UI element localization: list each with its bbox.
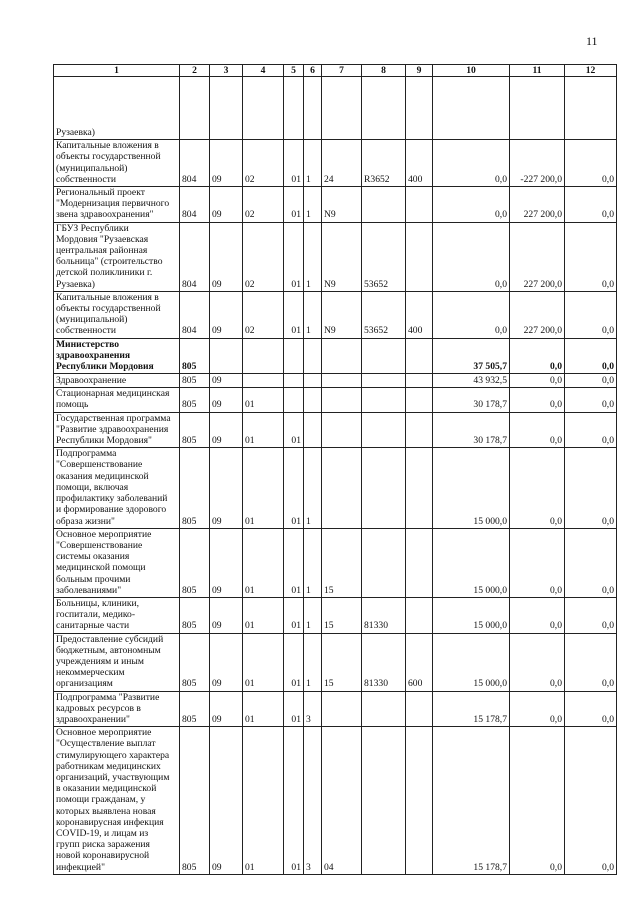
cell-col-10: 0,0 xyxy=(433,140,510,187)
cell-col-7: 15 xyxy=(322,633,362,691)
row-name-line: детской поликлиники г. xyxy=(56,267,153,279)
cell-col-5: 01 xyxy=(284,633,304,691)
cell-col-2: 805 xyxy=(180,727,210,875)
row-name xyxy=(54,727,180,875)
cell-col-12: 0,0 xyxy=(565,633,617,691)
cell-col-7: 04 xyxy=(322,727,362,875)
cell-col-6 xyxy=(304,388,322,412)
row-name xyxy=(54,374,180,388)
row-name xyxy=(54,388,180,412)
cell-col-12: 0,0 xyxy=(565,338,617,374)
cell-col-4: 02 xyxy=(243,291,284,338)
cell-col-3: 09 xyxy=(210,727,243,875)
cell-col-9 xyxy=(406,727,433,875)
cell-col-2: 805 xyxy=(180,448,210,528)
cell-col-7 xyxy=(322,374,362,388)
row-name-line: профилактику заболеваний xyxy=(56,493,168,505)
row-name-line: помощи гражданам, у xyxy=(56,794,146,806)
cell-col-4 xyxy=(243,374,284,388)
cell-col-10: 15 000,0 xyxy=(433,528,510,597)
cell-col-8 xyxy=(362,374,406,388)
cell-col-2 xyxy=(180,77,210,140)
cell-col-7 xyxy=(322,412,362,448)
table-row xyxy=(54,187,617,223)
row-name-line: некоммерческим xyxy=(56,667,125,679)
cell-col-3 xyxy=(210,338,243,374)
cell-col-9 xyxy=(406,374,433,388)
cell-col-3: 09 xyxy=(210,291,243,338)
cell-col-7 xyxy=(322,691,362,727)
cell-col-10: 15 000,0 xyxy=(433,633,510,691)
row-name-line: "Осуществление выплат xyxy=(56,738,156,750)
table-row xyxy=(54,140,617,187)
cell-col-3: 09 xyxy=(210,222,243,291)
row-name-line: Основное мероприятие xyxy=(56,528,152,540)
cell-col-3: 09 xyxy=(210,140,243,187)
table-row xyxy=(54,633,617,691)
cell-col-7: 15 xyxy=(322,528,362,597)
cell-col-2: 805 xyxy=(180,412,210,448)
cell-col-3: 09 xyxy=(210,633,243,691)
row-name-line: COVID-19, и лицам из xyxy=(56,827,149,839)
column-header-12: 12 xyxy=(565,65,617,77)
cell-col-3: 09 xyxy=(210,691,243,727)
cell-col-5: 01 xyxy=(284,140,304,187)
cell-col-8 xyxy=(362,77,406,140)
cell-col-4: 01 xyxy=(243,727,284,875)
row-name xyxy=(54,187,180,223)
cell-col-3: 09 xyxy=(210,388,243,412)
row-name-line: Предоставление субсидий xyxy=(56,633,164,645)
row-name-line: образа жизни" xyxy=(56,515,115,527)
table-row xyxy=(54,338,617,374)
cell-col-5 xyxy=(284,374,304,388)
row-name-line: бюджетным, автономным xyxy=(56,644,161,656)
row-name-line: коронавирусная инфекция xyxy=(56,816,164,828)
row-name xyxy=(54,338,180,374)
cell-col-7 xyxy=(322,338,362,374)
row-name-line: стимулирующего характера xyxy=(56,749,170,761)
row-name-line: Республики Мордовия xyxy=(56,361,154,373)
cell-col-11: 227 200,0 xyxy=(510,291,565,338)
cell-col-6: 1 xyxy=(304,448,322,528)
row-name-line: Стационарная медицинская xyxy=(56,388,170,400)
cell-col-8 xyxy=(362,388,406,412)
cell-col-6 xyxy=(304,338,322,374)
cell-col-11: 0,0 xyxy=(510,633,565,691)
row-name-line: здравоохранения xyxy=(56,349,131,361)
row-name xyxy=(54,412,180,448)
row-name-line: ГБУЗ Республики xyxy=(56,222,129,234)
cell-col-12: 0,0 xyxy=(565,691,617,727)
table-row xyxy=(54,388,617,412)
cell-col-10: 0,0 xyxy=(433,187,510,223)
row-name-line: Мордовия "Рузаевская xyxy=(56,233,149,245)
row-name-line: Подпрограмма xyxy=(56,448,117,460)
cell-col-4: 01 xyxy=(243,633,284,691)
row-name-line: системы оказания xyxy=(56,551,130,563)
cell-col-5: 01 xyxy=(284,727,304,875)
row-name-line: оказания медицинской xyxy=(56,470,149,482)
row-name-line: Республики Мордовия" xyxy=(56,435,152,447)
cell-col-4 xyxy=(243,77,284,140)
cell-col-10: 43 932,5 xyxy=(433,374,510,388)
cell-col-11: 227 200,0 xyxy=(510,222,565,291)
cell-col-12: 0,0 xyxy=(565,187,617,223)
cell-col-12: 0,0 xyxy=(565,727,617,875)
row-name-line: групп риска заражения xyxy=(56,839,150,851)
column-header-2: 2 xyxy=(180,65,210,77)
cell-col-2: 805 xyxy=(180,597,210,633)
row-name-line: работникам медицинских xyxy=(56,760,161,772)
cell-col-7: 15 xyxy=(322,597,362,633)
row-name xyxy=(54,140,180,187)
row-name-line: кадровых ресурсов в xyxy=(56,702,141,714)
cell-col-12: 0,0 xyxy=(565,374,617,388)
cell-col-6: 3 xyxy=(304,691,322,727)
cell-col-9: 600 xyxy=(406,633,433,691)
row-name-line: объекты государственной xyxy=(56,151,161,163)
row-name-line: заболеваниями" xyxy=(56,584,122,596)
row-name xyxy=(54,691,180,727)
row-name-line: Региональный проект xyxy=(56,187,145,199)
column-header-10: 10 xyxy=(433,65,510,77)
cell-col-5 xyxy=(284,338,304,374)
cell-col-12: 0,0 xyxy=(565,528,617,597)
cell-col-3: 09 xyxy=(210,374,243,388)
row-name-line: инфекцией" xyxy=(56,861,105,873)
cell-col-6: 3 xyxy=(304,727,322,875)
cell-col-6 xyxy=(304,374,322,388)
cell-col-4: 01 xyxy=(243,597,284,633)
row-name-line: новой коронавирусной xyxy=(56,850,150,862)
cell-col-11: -227 200,0 xyxy=(510,140,565,187)
cell-col-5: 01 xyxy=(284,597,304,633)
cell-col-8 xyxy=(362,187,406,223)
row-name-line: "Совершенствование xyxy=(56,539,143,551)
row-name-line: Рузаевка) xyxy=(56,127,95,138)
cell-col-9 xyxy=(406,187,433,223)
table-row xyxy=(54,374,617,388)
cell-col-5: 01 xyxy=(284,691,304,727)
table-row xyxy=(54,597,617,633)
row-name-line: больным прочими xyxy=(56,573,131,585)
cell-col-4: 02 xyxy=(243,140,284,187)
row-name-line: "Модернизация первичного xyxy=(56,198,170,210)
cell-col-11 xyxy=(510,77,565,140)
cell-col-2: 805 xyxy=(180,388,210,412)
row-name-line: санитарные части xyxy=(56,620,130,632)
cell-col-11: 0,0 xyxy=(510,691,565,727)
cell-col-12: 0,0 xyxy=(565,448,617,528)
row-name-line: и формирование здорового xyxy=(56,504,167,516)
row-name-line: в оказании медицинской xyxy=(56,783,157,795)
row-name-line: Капитальные вложения в xyxy=(56,140,159,152)
cell-col-7: N9 xyxy=(322,187,362,223)
cell-col-3: 09 xyxy=(210,528,243,597)
row-name-line: Рузаевка) xyxy=(56,278,95,290)
cell-col-5: 01 xyxy=(284,412,304,448)
cell-col-11: 0,0 xyxy=(510,528,565,597)
cell-col-9 xyxy=(406,691,433,727)
row-name-line: звена здравоохранения" xyxy=(56,209,154,221)
row-name-line: (муниципальной) xyxy=(56,162,128,174)
cell-col-11: 0,0 xyxy=(510,338,565,374)
cell-col-12: 0,0 xyxy=(565,140,617,187)
cell-col-6: 1 xyxy=(304,633,322,691)
cell-col-10: 37 505,7 xyxy=(433,338,510,374)
cell-col-11: 0,0 xyxy=(510,727,565,875)
cell-col-3: 09 xyxy=(210,187,243,223)
row-name xyxy=(54,222,180,291)
column-header-11: 11 xyxy=(510,65,565,77)
cell-col-8: 81330 xyxy=(362,597,406,633)
cell-col-7: N9 xyxy=(322,222,362,291)
column-header-4: 4 xyxy=(243,65,284,77)
cell-col-9 xyxy=(406,338,433,374)
cell-col-6: 1 xyxy=(304,222,322,291)
cell-col-8 xyxy=(362,338,406,374)
cell-col-6: 1 xyxy=(304,597,322,633)
cell-col-2: 805 xyxy=(180,528,210,597)
cell-col-12: 0,0 xyxy=(565,412,617,448)
row-name-line: Основное мероприятие xyxy=(56,727,152,739)
row-name xyxy=(54,633,180,691)
cell-col-10: 30 178,7 xyxy=(433,412,510,448)
column-header-8: 8 xyxy=(362,65,406,77)
cell-col-7 xyxy=(322,77,362,140)
cell-col-10: 15 178,7 xyxy=(433,691,510,727)
row-name xyxy=(54,528,180,597)
cell-col-3 xyxy=(210,77,243,140)
cell-col-8 xyxy=(362,448,406,528)
cell-col-2: 805 xyxy=(180,338,210,374)
row-name-line: Государственная программа xyxy=(56,412,171,424)
cell-col-10: 15 178,7 xyxy=(433,727,510,875)
cell-col-11: 227 200,0 xyxy=(510,187,565,223)
cell-col-5: 01 xyxy=(284,187,304,223)
cell-col-5: 01 xyxy=(284,528,304,597)
cell-col-4: 01 xyxy=(243,388,284,412)
column-header-6: 6 xyxy=(304,65,322,77)
cell-col-2: 804 xyxy=(180,291,210,338)
row-name-line: больница" (строительство xyxy=(56,256,163,268)
cell-col-6: 1 xyxy=(304,140,322,187)
cell-col-7 xyxy=(322,448,362,528)
cell-col-9 xyxy=(406,448,433,528)
row-name xyxy=(54,291,180,338)
row-name-line: Здравоохранение xyxy=(56,375,127,387)
row-name-line: помощь xyxy=(56,399,89,411)
page-number: 11 xyxy=(586,34,598,48)
cell-col-8 xyxy=(362,727,406,875)
cell-col-7: N9 xyxy=(322,291,362,338)
cell-col-5 xyxy=(284,388,304,412)
cell-col-9: 400 xyxy=(406,140,433,187)
row-name xyxy=(54,77,180,140)
row-name-line: объекты государственной xyxy=(56,303,161,315)
row-name-line: "Развитие здравоохранения xyxy=(56,423,169,435)
cell-col-6 xyxy=(304,412,322,448)
cell-col-5: 01 xyxy=(284,448,304,528)
cell-col-6: 1 xyxy=(304,528,322,597)
row-name-line: помощи, включая xyxy=(56,481,129,493)
cell-col-8: 53652 xyxy=(362,291,406,338)
cell-col-11: 0,0 xyxy=(510,374,565,388)
table-row xyxy=(54,528,617,597)
budget-table xyxy=(53,64,617,875)
cell-col-9 xyxy=(406,528,433,597)
cell-col-8: R3652 xyxy=(362,140,406,187)
row-name-line: собственности xyxy=(56,325,117,337)
row-name-line: Министерство xyxy=(56,338,120,350)
row-name-line: которых выявлена новая xyxy=(56,805,156,817)
cell-col-9 xyxy=(406,597,433,633)
cell-col-5: 01 xyxy=(284,222,304,291)
cell-col-9 xyxy=(406,412,433,448)
cell-col-2: 805 xyxy=(180,374,210,388)
table-row xyxy=(54,291,617,338)
column-header-1: 1 xyxy=(54,65,180,77)
cell-col-12 xyxy=(565,77,617,140)
table-row xyxy=(54,727,617,875)
cell-col-4: 01 xyxy=(243,528,284,597)
cell-col-10: 15 000,0 xyxy=(433,597,510,633)
column-header-7: 7 xyxy=(322,65,362,77)
cell-col-10: 0,0 xyxy=(433,222,510,291)
cell-col-6 xyxy=(304,77,322,140)
cell-col-2: 804 xyxy=(180,222,210,291)
cell-col-12: 0,0 xyxy=(565,222,617,291)
column-header-row xyxy=(54,65,617,77)
cell-col-2: 805 xyxy=(180,633,210,691)
row-name-line: медицинской помощи xyxy=(56,562,146,574)
cell-col-8: 53652 xyxy=(362,222,406,291)
cell-col-4: 02 xyxy=(243,222,284,291)
cell-col-10: 0,0 xyxy=(433,291,510,338)
cell-col-10 xyxy=(433,77,510,140)
row-name-line: (муниципальной) xyxy=(56,314,128,326)
cell-col-11: 0,0 xyxy=(510,448,565,528)
cell-col-4 xyxy=(243,338,284,374)
row-name xyxy=(54,597,180,633)
cell-col-10: 15 000,0 xyxy=(433,448,510,528)
column-header-9: 9 xyxy=(406,65,433,77)
cell-col-12: 0,0 xyxy=(565,388,617,412)
cell-col-9 xyxy=(406,77,433,140)
column-header-5: 5 xyxy=(284,65,304,77)
cell-col-3: 09 xyxy=(210,448,243,528)
column-header-3: 3 xyxy=(210,65,243,77)
cell-col-7: 24 xyxy=(322,140,362,187)
cell-col-5: 01 xyxy=(284,291,304,338)
cell-col-4: 01 xyxy=(243,448,284,528)
cell-col-4: 01 xyxy=(243,412,284,448)
cell-col-12: 0,0 xyxy=(565,597,617,633)
row-name-line: организаций, участвующим xyxy=(56,771,170,783)
table-row xyxy=(54,412,617,448)
cell-col-11: 0,0 xyxy=(510,388,565,412)
cell-col-2: 804 xyxy=(180,140,210,187)
row-name-line: Подпрограмма "Развитие xyxy=(56,691,160,703)
table-row xyxy=(54,691,617,727)
table-row xyxy=(54,448,617,528)
row-name-line: собственности xyxy=(56,173,117,185)
row-name xyxy=(54,448,180,528)
table-row xyxy=(54,222,617,291)
row-name-line: центральная районная xyxy=(56,245,148,257)
cell-col-2: 804 xyxy=(180,187,210,223)
cell-col-7 xyxy=(322,388,362,412)
cell-col-9 xyxy=(406,222,433,291)
cell-col-4: 02 xyxy=(243,187,284,223)
row-name-line: Капитальные вложения в xyxy=(56,291,159,303)
cell-col-9: 400 xyxy=(406,291,433,338)
cell-col-11: 0,0 xyxy=(510,597,565,633)
cell-col-3: 09 xyxy=(210,412,243,448)
cell-col-2: 805 xyxy=(180,691,210,727)
table-row xyxy=(54,77,617,140)
cell-col-5 xyxy=(284,77,304,140)
row-name-line: здравоохранении" xyxy=(56,713,130,725)
cell-col-8 xyxy=(362,528,406,597)
cell-col-12: 0,0 xyxy=(565,291,617,338)
cell-col-8: 81330 xyxy=(362,633,406,691)
cell-col-8 xyxy=(362,412,406,448)
row-name-line: организациям xyxy=(56,678,113,690)
cell-col-6: 1 xyxy=(304,291,322,338)
cell-col-8 xyxy=(362,691,406,727)
cell-col-11: 0,0 xyxy=(510,412,565,448)
cell-col-9 xyxy=(406,388,433,412)
cell-col-4: 01 xyxy=(243,691,284,727)
row-name-line: учреждениям и иным xyxy=(56,655,144,667)
cell-col-3: 09 xyxy=(210,597,243,633)
row-name-line: госпитали, медико- xyxy=(56,609,136,621)
cell-col-10: 30 178,7 xyxy=(433,388,510,412)
row-name-line: Больницы, клиники, xyxy=(56,597,140,609)
cell-col-6: 1 xyxy=(304,187,322,223)
row-name-line: "Совершенствование xyxy=(56,459,143,471)
